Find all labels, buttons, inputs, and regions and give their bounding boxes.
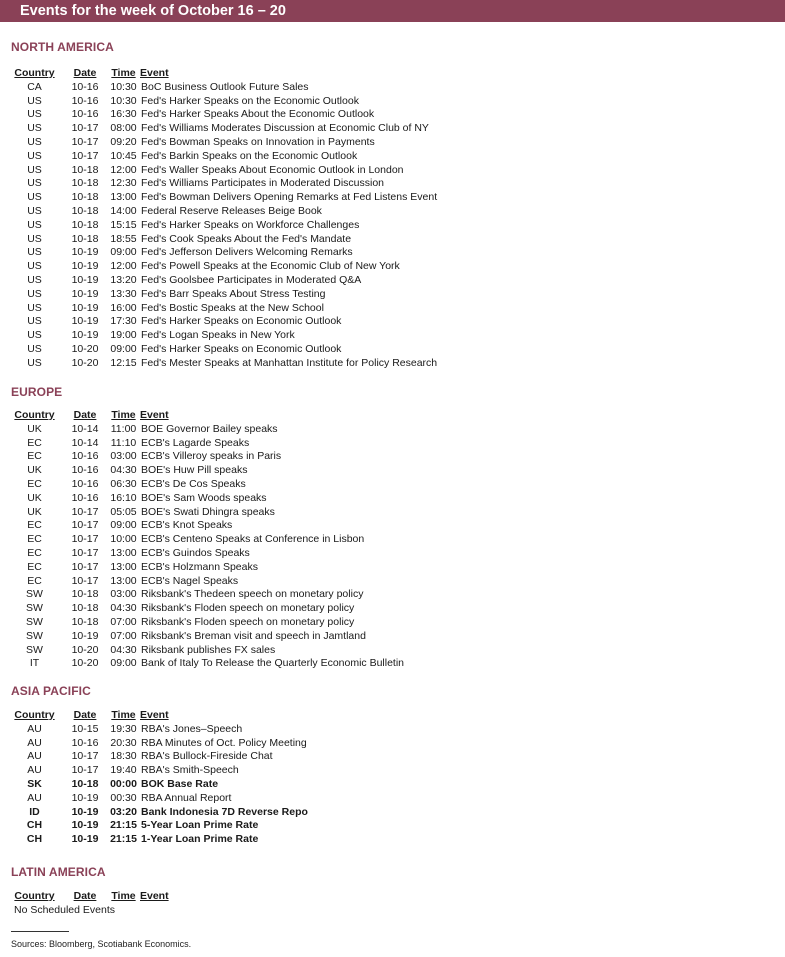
- cell-country: US: [27, 287, 42, 300]
- cell-country: SW: [26, 602, 43, 615]
- cell-time: 18:30: [110, 750, 137, 763]
- table-row: [12, 437, 404, 451]
- cell-event: Fed's Harker Speaks on Economic Outlook: [141, 315, 342, 328]
- table-row: [12, 246, 437, 260]
- table-row: [12, 81, 437, 95]
- table-row: [12, 519, 404, 533]
- cell-event: Fed's Barr Speaks About Stress Testing: [141, 287, 326, 300]
- cell-country: AU: [27, 791, 42, 804]
- cell-event: Federal Reserve Releases Beige Book: [141, 204, 322, 217]
- cell-date: 10-17: [71, 533, 99, 546]
- cell-event: Fed's Williams Moderates Discussion at Economic Club of NY: [141, 122, 429, 135]
- cell-event: BOK Base Rate: [141, 777, 219, 790]
- cell-date: 10-18: [71, 204, 99, 217]
- table-row: [12, 833, 308, 847]
- cell-country: US: [27, 191, 42, 204]
- table-row: [12, 792, 308, 806]
- table-row: [12, 547, 404, 561]
- table-row: [12, 588, 404, 602]
- table-row: [12, 644, 404, 658]
- cell-event: Bank of Italy To Release the Quarterly Economic Bulletin: [141, 657, 405, 670]
- cell-time: 10:00: [110, 533, 137, 546]
- cell-event: RBA Annual Report: [141, 791, 232, 804]
- cell-date: 10-16: [71, 450, 99, 463]
- cell-event: BOE's Huw Pill speaks: [141, 464, 248, 477]
- table-row: [12, 233, 437, 247]
- cell-time: 03:20: [110, 805, 137, 818]
- table-row: [12, 450, 404, 464]
- cell-date: 10-16: [71, 736, 99, 749]
- header-date-label: Date: [73, 890, 97, 902]
- cell-event: Fed's Bowman Speaks on Innovation in Payments: [141, 135, 375, 148]
- cell-time: 18:55: [110, 232, 137, 245]
- cell-time: 13:00: [110, 191, 137, 204]
- header-event: [140, 67, 169, 81]
- cell-date: 10-18: [71, 588, 99, 601]
- cell-event: ECB's De Cos Speaks: [141, 477, 246, 490]
- table-row: [12, 108, 437, 122]
- cell-date: 10-19: [71, 791, 99, 804]
- cell-event: Riksbank's Thedeen speech on monetary policy: [141, 588, 364, 601]
- cell-event: Fed's Mester Speaks at Manhattan Institute for Policy Research: [141, 356, 438, 369]
- cell-country: UK: [27, 422, 42, 435]
- cell-event: Riksbank's Breman visit and speech in Jamtland: [141, 629, 366, 642]
- table-row: [12, 492, 404, 506]
- cell-time: 19:30: [110, 722, 137, 735]
- header-country-label: Country: [14, 709, 55, 721]
- cell-country: EC: [27, 533, 42, 546]
- cell-event: Riksbank's Floden speech on monetary policy: [141, 615, 355, 628]
- table-row: [12, 423, 404, 437]
- cell-date: 10-16: [71, 94, 99, 107]
- header-event-label: Event: [140, 409, 169, 421]
- cell-event: ECB's Holzmann Speaks: [141, 560, 258, 573]
- table-row: [12, 464, 404, 478]
- cell-time: 13:30: [110, 287, 137, 300]
- cell-country: EC: [27, 477, 42, 490]
- cell-country: US: [27, 232, 42, 245]
- table-row: [12, 274, 437, 288]
- cell-date: 10-17: [71, 560, 99, 573]
- table-row: [12, 723, 308, 737]
- cell-country: US: [27, 315, 42, 328]
- cell-time: 12:30: [110, 177, 137, 190]
- cell-event: BoC Business Outlook Future Sales: [141, 80, 309, 93]
- cell-time: 11:00: [110, 422, 137, 435]
- cell-country: SW: [26, 615, 43, 628]
- cell-country: US: [27, 301, 42, 314]
- table-row: [12, 616, 404, 630]
- header-country: [12, 890, 57, 904]
- cell-date: 10-19: [71, 273, 99, 286]
- header-country-label: Country: [14, 890, 55, 902]
- table-row: [12, 95, 437, 109]
- cell-date: 10-20: [71, 356, 99, 369]
- cell-time: 12:00: [110, 260, 137, 273]
- cell-event: Fed's Harker Speaks on the Economic Outlook: [141, 94, 359, 107]
- cell-event: Fed's Williams Participates in Moderated Discussion: [141, 177, 385, 190]
- cell-time: 09:00: [110, 657, 137, 670]
- cell-country: US: [27, 94, 42, 107]
- cell-time: 07:00: [110, 615, 137, 628]
- table-row: [12, 136, 437, 150]
- cell-date: 10-17: [71, 505, 99, 518]
- cell-event: ECB's Centeno Speaks at Conference in Lisbon: [141, 533, 365, 546]
- cell-time: 04:30: [110, 602, 137, 615]
- header-event-label: Event: [140, 709, 169, 721]
- cell-event: 1-Year Loan Prime Rate: [141, 833, 259, 846]
- cell-event: Fed's Powell Speaks at the Economic Club of New York: [141, 260, 400, 273]
- cell-country: UK: [27, 464, 42, 477]
- header-date-label: Date: [73, 67, 97, 79]
- cell-country: US: [27, 108, 42, 121]
- cell-country: AU: [27, 722, 42, 735]
- cell-country: US: [27, 260, 42, 273]
- cell-country: EC: [27, 436, 42, 449]
- cell-event: BOE Governor Bailey speaks: [141, 422, 278, 435]
- table-row: [12, 357, 437, 371]
- header-country: [12, 409, 57, 423]
- table-header-row: [12, 709, 308, 723]
- events-table-europe: [12, 409, 404, 671]
- table-row: [12, 533, 404, 547]
- cell-event: ECB's Nagel Speaks: [141, 574, 239, 587]
- cell-country: SW: [26, 629, 43, 642]
- cell-country: EC: [27, 560, 42, 573]
- header-time: [103, 890, 137, 904]
- cell-time: 10:45: [110, 149, 137, 162]
- region-heading-north-america: NORTH AMERICA: [11, 40, 114, 54]
- header-event: [140, 409, 169, 423]
- cell-country: UK: [27, 505, 42, 518]
- table-row: [12, 150, 437, 164]
- cell-country: UK: [27, 491, 42, 504]
- page-title: Events for the week of October 16 – 20: [0, 0, 785, 22]
- cell-time: 00:30: [110, 791, 137, 804]
- header-country-label: Country: [14, 67, 55, 79]
- cell-country: US: [27, 356, 42, 369]
- header-time: [103, 67, 137, 81]
- cell-event: BOE's Sam Woods speaks: [141, 491, 267, 504]
- cell-country: US: [27, 329, 42, 342]
- no-events-text: No Scheduled Events: [14, 903, 115, 916]
- cell-event: Fed's Harker Speaks on Economic Outlook: [141, 342, 342, 355]
- cell-country: AU: [27, 750, 42, 763]
- cell-event: Riksbank publishes FX sales: [141, 643, 276, 656]
- cell-date: 10-14: [71, 422, 99, 435]
- cell-event: ECB's Knot Speaks: [141, 519, 233, 532]
- table-row: [12, 575, 404, 589]
- table-row: [12, 205, 437, 219]
- cell-time: 17:30: [110, 315, 137, 328]
- cell-event: Fed's Bostic Speaks at the New School: [141, 301, 324, 314]
- cell-date: 10-16: [71, 464, 99, 477]
- table-row: [12, 122, 437, 136]
- table-row: [12, 343, 437, 357]
- cell-date: 10-17: [71, 149, 99, 162]
- cell-event: 5-Year Loan Prime Rate: [141, 819, 259, 832]
- header-event: [140, 709, 169, 723]
- cell-time: 09:00: [110, 246, 137, 259]
- cell-date: 10-16: [71, 477, 99, 490]
- cell-event: ECB's Villeroy speaks in Paris: [141, 450, 282, 463]
- cell-event: Fed's Waller Speaks About Economic Outlook in London: [141, 163, 404, 176]
- cell-time: 13:00: [110, 574, 137, 587]
- cell-event: Fed's Bowman Delivers Opening Remarks at Fed Listens Event: [141, 191, 438, 204]
- cell-country: CH: [26, 819, 43, 832]
- region-heading-europe: EUROPE: [11, 385, 63, 399]
- table-row: [12, 506, 404, 520]
- cell-date: 10-19: [71, 805, 99, 818]
- cell-time: 19:40: [110, 764, 137, 777]
- table-row: [12, 630, 404, 644]
- cell-event: RBA Minutes of Oct. Policy Meeting: [141, 736, 307, 749]
- header-event: [140, 890, 169, 904]
- cell-time: 05:05: [110, 505, 137, 518]
- cell-time: 04:30: [110, 464, 137, 477]
- table-row: [12, 191, 437, 205]
- cell-country: AU: [27, 764, 42, 777]
- table-row: [12, 819, 308, 833]
- cell-country: AU: [27, 736, 42, 749]
- cell-country: IT: [29, 657, 40, 670]
- cell-time: 04:30: [110, 643, 137, 656]
- header-event-label: Event: [140, 67, 169, 79]
- cell-event: BOE's Swati Dhingra speaks: [141, 505, 275, 518]
- cell-date: 10-18: [71, 163, 99, 176]
- table-row: [12, 478, 404, 492]
- cell-event: Fed's Harker Speaks About the Economic Outlook: [141, 108, 375, 121]
- cell-date: 10-18: [71, 615, 99, 628]
- cell-date: 10-18: [71, 777, 99, 790]
- cell-time: 16:10: [110, 491, 137, 504]
- cell-date: 10-19: [71, 629, 99, 642]
- cell-date: 10-16: [71, 491, 99, 504]
- cell-time: 13:00: [110, 546, 137, 559]
- cell-date: 10-17: [71, 546, 99, 559]
- cell-event: Riksbank's Floden speech on monetary policy: [141, 602, 355, 615]
- header-country: [12, 67, 57, 81]
- cell-date: 10-14: [71, 436, 99, 449]
- cell-time: 10:30: [110, 80, 137, 93]
- table-header-row: [12, 409, 404, 423]
- cell-time: 06:30: [110, 477, 137, 490]
- cell-time: 00:00: [110, 777, 137, 790]
- cell-time: 09:00: [110, 342, 137, 355]
- header-time: [103, 709, 137, 723]
- cell-country: US: [27, 246, 42, 259]
- cell-time: 15:15: [110, 218, 137, 231]
- cell-date: 10-19: [71, 819, 99, 832]
- cell-event: Fed's Barkin Speaks on the Economic Outlook: [141, 149, 358, 162]
- cell-date: 10-17: [71, 135, 99, 148]
- cell-date: 10-19: [71, 287, 99, 300]
- cell-date: 10-19: [71, 315, 99, 328]
- cell-country: EC: [27, 546, 42, 559]
- cell-date: 10-18: [71, 177, 99, 190]
- table-row: [12, 806, 308, 820]
- header-country: [12, 709, 57, 723]
- header-time-label: Time: [111, 890, 136, 902]
- cell-time: 16:00: [110, 301, 137, 314]
- cell-country: ID: [29, 805, 40, 818]
- events-table-asia-pacific: [12, 709, 308, 847]
- cell-event: Fed's Goolsbee Participates in Moderated Q&A: [141, 273, 362, 286]
- cell-date: 10-17: [71, 574, 99, 587]
- cell-date: 10-16: [71, 108, 99, 121]
- cell-time: 12:00: [110, 163, 137, 176]
- cell-country: EC: [27, 450, 42, 463]
- cell-date: 10-18: [71, 602, 99, 615]
- table-row: [12, 164, 437, 178]
- cell-time: 21:15: [110, 819, 137, 832]
- cell-country: EC: [27, 519, 42, 532]
- header-time: [103, 409, 137, 423]
- cell-date: 10-20: [71, 657, 99, 670]
- cell-country: EC: [27, 574, 42, 587]
- cell-time: 19:00: [110, 329, 137, 342]
- cell-date: 10-19: [71, 329, 99, 342]
- cell-time: 10:30: [110, 94, 137, 107]
- cell-date: 10-17: [71, 764, 99, 777]
- table-row: [12, 750, 308, 764]
- region-heading-latin-america: LATIN AMERICA: [11, 865, 106, 879]
- cell-country: CH: [26, 833, 43, 846]
- header-time-label: Time: [111, 709, 136, 721]
- cell-date: 10-20: [71, 643, 99, 656]
- cell-time: 03:00: [110, 588, 137, 601]
- table-row: [12, 602, 404, 616]
- cell-country: US: [27, 122, 42, 135]
- cell-event: ECB's Lagarde Speaks: [141, 436, 250, 449]
- cell-time: 20:30: [110, 736, 137, 749]
- cell-event: ECB's Guindos Speaks: [141, 546, 250, 559]
- cell-country: CA: [27, 80, 42, 93]
- cell-country: US: [27, 149, 42, 162]
- cell-country: US: [27, 135, 42, 148]
- cell-event: RBA's Smith-Speech: [141, 764, 239, 777]
- cell-time: 09:20: [110, 135, 137, 148]
- region-heading-asia-pacific: ASIA PACIFIC: [11, 684, 91, 698]
- header-country-label: Country: [14, 409, 55, 421]
- table-row: [12, 778, 308, 792]
- table-row: [12, 177, 437, 191]
- cell-time: 07:00: [110, 629, 137, 642]
- cell-time: 21:15: [110, 833, 137, 846]
- cell-country: US: [27, 273, 42, 286]
- cell-date: 10-18: [71, 218, 99, 231]
- cell-event: Fed's Cook Speaks About the Fed's Mandate: [141, 232, 352, 245]
- table-row: [12, 329, 437, 343]
- cell-event: RBA's Jones–Speech: [141, 722, 243, 735]
- table-row: [12, 302, 437, 316]
- table-row: [12, 764, 308, 778]
- cell-country: US: [27, 204, 42, 217]
- cell-country: SW: [26, 588, 43, 601]
- sources-note: Sources: Bloomberg, Scotiabank Economics.: [11, 939, 192, 949]
- footnote-rule: [11, 931, 69, 932]
- events-table-latin-america: [12, 890, 169, 918]
- cell-time: 03:00: [110, 450, 137, 463]
- cell-date: 10-17: [71, 519, 99, 532]
- cell-time: 09:00: [110, 519, 137, 532]
- cell-time: 11:10: [110, 436, 137, 449]
- cell-event: Fed's Harker Speaks on Workforce Challenges: [141, 218, 360, 231]
- table-row: [12, 737, 308, 751]
- cell-time: 13:00: [110, 560, 137, 573]
- cell-date: 10-19: [71, 301, 99, 314]
- cell-time: 14:00: [110, 204, 137, 217]
- table-row: [12, 315, 437, 329]
- header-date-label: Date: [73, 409, 97, 421]
- cell-date: 10-15: [71, 722, 99, 735]
- cell-time: 13:20: [110, 273, 137, 286]
- cell-date: 10-19: [71, 833, 99, 846]
- cell-country: SK: [27, 777, 42, 790]
- table-header-row: [12, 67, 437, 81]
- cell-country: SW: [26, 643, 43, 656]
- cell-event: Fed's Logan Speaks in New York: [141, 329, 295, 342]
- cell-date: 10-16: [71, 80, 99, 93]
- table-header-row: [12, 890, 169, 904]
- table-row: [12, 561, 404, 575]
- cell-time: 16:30: [110, 108, 137, 121]
- table-row: [12, 657, 404, 671]
- cell-event: Bank Indonesia 7D Reverse Repo: [141, 805, 308, 818]
- cell-date: 10-17: [71, 122, 99, 135]
- header-time-label: Time: [111, 409, 136, 421]
- cell-date: 10-19: [71, 260, 99, 273]
- table-row: [12, 219, 437, 233]
- cell-time: 08:00: [110, 122, 137, 135]
- cell-date: 10-20: [71, 342, 99, 355]
- cell-country: US: [27, 218, 42, 231]
- cell-time: 12:15: [110, 356, 137, 369]
- cell-event: Fed's Jefferson Delivers Welcoming Remarks: [141, 246, 353, 259]
- header-time-label: Time: [111, 67, 136, 79]
- cell-date: 10-19: [71, 246, 99, 259]
- cell-date: 10-18: [71, 232, 99, 245]
- header-date-label: Date: [73, 709, 97, 721]
- table-row: [12, 260, 437, 274]
- header-event-label: Event: [140, 890, 169, 902]
- table-row: [12, 288, 437, 302]
- cell-country: US: [27, 163, 42, 176]
- cell-date: 10-18: [71, 191, 99, 204]
- cell-date: 10-17: [71, 750, 99, 763]
- cell-event: RBA's Bullock-Fireside Chat: [141, 750, 273, 763]
- cell-country: US: [27, 177, 42, 190]
- events-table-north-america: [12, 67, 437, 371]
- cell-country: US: [27, 342, 42, 355]
